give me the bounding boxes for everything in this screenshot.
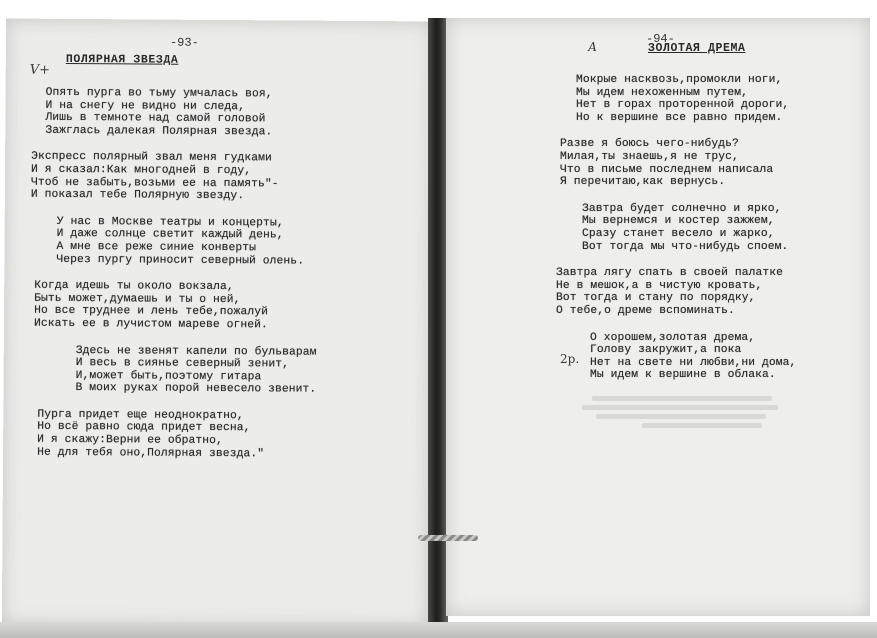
poem-line: И я сказал:Как многодней в году, [31,163,252,178]
poem-line: Опять пурга во тьму умчалась воя, [45,86,273,101]
right-page [446,18,870,616]
poem-line: Разве я боюсь чего-нибудь? [560,138,739,151]
stanza [34,280,317,332]
poem-line: Лишь в темноте над самой головой [45,111,266,126]
poem-line: О тебе,о дреме вспоминать. [556,304,735,317]
poem-line: Мы идем нехоженным путем, [576,86,748,99]
poem-line: Милая,ты знаешь,я не трус, [560,150,739,163]
poem-line: Мы идем к вершине в облака. [590,369,776,382]
poem-line: Зажглась далекая Полярная звезда. [45,124,273,139]
poem-line: Но все труднее и лень тебе,пожалуй [34,305,269,319]
poem-line: И на снегу не видно ни следа, [45,99,246,113]
poem-line: Не в мешок,а в чистую кровать, [556,279,763,292]
poem-line: Когда идешь ты около вокзала, [34,279,234,294]
stanza [37,409,316,461]
stanza [31,151,318,203]
poem-line: О хорошем,золотая дрема, [590,331,756,344]
poem-line: И весь в сиянье северный зенит, [75,357,290,371]
poem-line: В моих руках порой невесело звенит. [75,382,317,396]
poem-line: Но к вершине все равно придем. [576,111,783,124]
poem-line: Здесь не звенят капели по бульварам [75,344,317,359]
poem-title: ЗОЛОТАЯ ДРЕМА [648,42,746,55]
margin-mark: А [588,40,598,54]
stanza [45,87,318,139]
poem-line: И показал тебе Полярную звезду. [30,188,245,203]
page-number: -93- [169,35,199,50]
poem-line: Нет в горах проторенной дороги, [576,99,790,112]
poem-line: Завтра будет солнечно и ярко, [582,202,782,215]
stanza [556,267,796,317]
stanza [75,345,316,397]
poem-line: Сразу станет весело и жарко, [582,227,775,240]
poem-body [3,87,318,475]
poem-title: ПОЛЯРНАЯ ЗВЕЗДА [65,52,179,67]
poem-line: Завтра лягу спать в своей палатке [556,267,784,280]
left-page [2,19,432,628]
poem-line: Чтоб не забыть,возьми ее на память"- [30,176,279,190]
poem-line: Я перечитаю,как вернусь. [560,176,726,189]
repeat-mark: 2р. [560,352,580,366]
faded-stamp [582,392,782,444]
poem-line: Что в письме последнем написала [560,163,774,176]
poem-line: Мокрые насквозь,промокли ноги, [576,74,783,86]
poem-line: Экспресс полярный звал меня гудками [31,151,272,165]
binding-thread [418,535,478,541]
poem-line: А мне все реже синие конверты [56,240,257,255]
poem-line: Мы вернемся и костер зажжем, [582,215,775,228]
stanza [576,74,796,124]
poem-line: Не для тебя оно,Полярная звезда." [37,446,265,460]
poem-line: Нет на свете ни любви,ни дома, [590,356,797,369]
poem-line: Вот тогда мы что-нибудь споем. [582,240,789,253]
poem-line: Голову закружит,а пока [590,344,742,357]
stanza [56,216,317,268]
poem-line: Пурга придет еще неоднократно, [37,408,244,423]
stanza [590,332,796,382]
margin-mark: V+ [29,62,51,78]
poem-line: Быть может,думаешь и ты о ней, [34,292,241,306]
poem-line: И я скажу:Верни ее обратно, [37,433,223,448]
poem-line: Через пургу приносит северный олень. [56,253,305,268]
page-bottom-edge [0,622,877,638]
poem-line: Но всё равно сюда придет весна, [37,421,251,435]
page-number: -94- [646,32,675,46]
poem-line: Вот тогда и стану по порядку, [556,292,756,305]
poem-line: И даже солнце светит каждый день, [56,228,284,242]
stanza [582,203,796,253]
poem-line: Искать ее в лучистом мареве огней. [33,317,268,332]
stanza [560,138,796,188]
poem-body [446,74,796,396]
poem-line: И,может быть,поэтому гитара [75,369,262,383]
poem-line: У нас в Москве театры и концерты, [56,215,284,230]
